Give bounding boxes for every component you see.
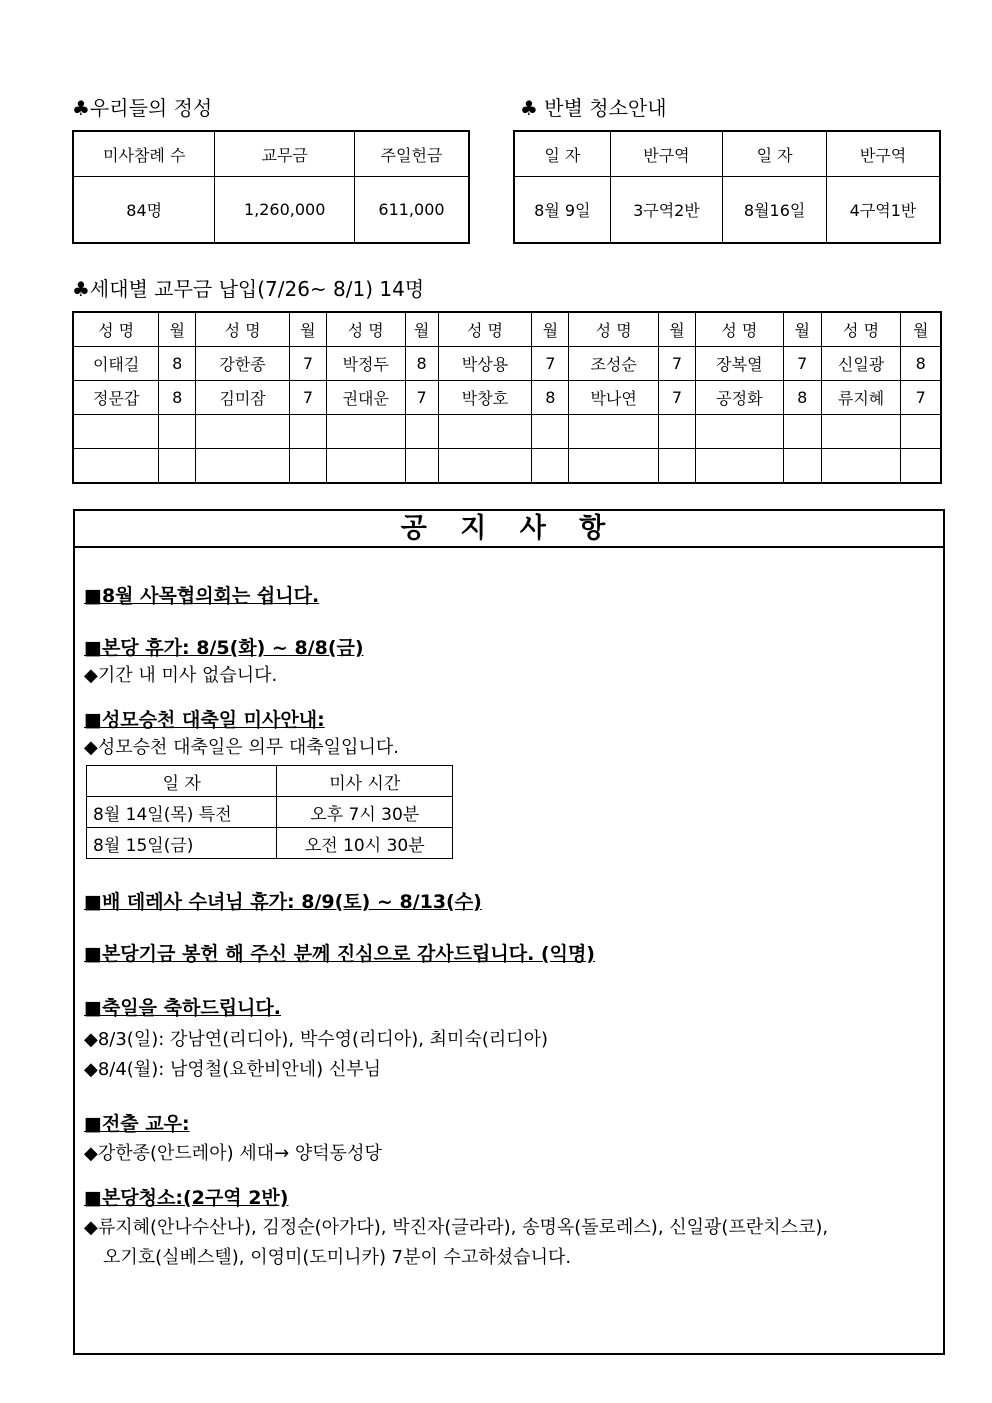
cleaning-date: 8월 9일 [514, 177, 610, 244]
dues-header-name: 성 명 [196, 312, 290, 347]
dues-month: 8 [901, 347, 941, 381]
dues-month: 7 [289, 347, 326, 381]
cleaning-title: ♣ 반별 청소안내 [520, 96, 667, 120]
notice-council-closed: ■8월 사목협의회는 쉽니다. [84, 585, 320, 607]
notice-header: 공 지 사 항 [75, 511, 943, 548]
offering-title: ♣우리들의 정성 [72, 96, 213, 120]
dues-table [72, 311, 942, 484]
dues-name: 신일광 [821, 347, 901, 381]
notice-sister-vacation: ■배 데레사 수녀님 휴가: 8/9(토) ~ 8/13(수) [84, 891, 482, 913]
dues-month: 8 [532, 381, 569, 415]
mass-time: 오전 10시 30분 [277, 828, 453, 859]
dues-header-name: 성 명 [695, 312, 783, 347]
dues-row-empty [73, 449, 941, 484]
dues-row [73, 347, 941, 381]
dues-header-name: 성 명 [326, 312, 405, 347]
notice-assumption-mass: ■성모승천 대축일 미사안내: [84, 709, 325, 731]
dues-month: 7 [289, 381, 326, 415]
notice-box [73, 509, 945, 1355]
dues-month: 7 [783, 347, 821, 381]
dues-name: 권대운 [326, 381, 405, 415]
cleaning-header-group: 반구역 [827, 131, 940, 177]
notice-transfer: ■전출 교우: [84, 1113, 190, 1135]
mass-schedule-table [86, 765, 453, 859]
dues-month: 7 [901, 381, 941, 415]
notice-parish-vacation: ■본당 휴가: 8/5(화) ~ 8/8(금) [84, 637, 364, 659]
dues-header-name: 성 명 [73, 312, 159, 347]
dues-name: 조성순 [569, 347, 659, 381]
dues-header-month: 월 [659, 312, 696, 347]
dues-header-month: 월 [783, 312, 821, 347]
dues-name: 박창호 [438, 381, 532, 415]
dues-title: ♣세대별 교무금 납입(7/26~ 8/1) 14명 [72, 277, 425, 301]
mass-date: 8월 15일(금) [87, 828, 277, 859]
dues-row [73, 381, 941, 415]
mass-header-date: 일 자 [87, 766, 277, 797]
offering-value-sunday: 611,000 [354, 177, 469, 244]
offering-value-dues: 1,260,000 [215, 177, 355, 244]
mass-header-time: 미사 시간 [277, 766, 453, 797]
dues-month: 8 [159, 347, 196, 381]
notice-feast-day-line: ◆8/4(월): 남영철(요한비안네) 신부님 [84, 1059, 382, 1080]
dues-header-name: 성 명 [821, 312, 901, 347]
mass-date: 8월 14일(목) 특전 [87, 797, 277, 828]
cleaning-group: 3구역2반 [610, 177, 723, 244]
notice-feast-day-line: ◆8/3(일): 강남연(리디아), 박수영(리디아), 최미숙(리디아) [84, 1029, 549, 1050]
offering-table [72, 130, 470, 244]
dues-row-empty [73, 415, 941, 449]
dues-month: 7 [659, 347, 696, 381]
notice-parish-vacation-detail: ◆기간 내 미사 없습니다. [84, 665, 278, 686]
dues-name: 이태길 [73, 347, 159, 381]
dues-month: 8 [159, 381, 196, 415]
offering-value-attendance: 84명 [73, 177, 215, 244]
dues-header-month: 월 [901, 312, 941, 347]
dues-header-month: 월 [405, 312, 438, 347]
dues-month: 8 [405, 347, 438, 381]
offering-header-attendance: 미사참례 수 [73, 131, 215, 177]
dues-header-month: 월 [289, 312, 326, 347]
cleaning-group: 4구역1반 [827, 177, 940, 244]
notice-assumption-detail: ◆성모승천 대축일은 의무 대축일입니다. [84, 737, 399, 758]
cleaning-header-date: 일 자 [514, 131, 610, 177]
notice-transfer-detail: ◆강한종(안드레아) 세대→ 양덕동성당 [84, 1143, 382, 1164]
dues-name: 류지혜 [821, 381, 901, 415]
dues-month: 8 [783, 381, 821, 415]
dues-header-name: 성 명 [438, 312, 532, 347]
notice-feast-day: ■축일을 축하드립니다. [84, 997, 281, 1019]
dues-name: 김미잠 [196, 381, 290, 415]
dues-name: 강한종 [196, 347, 290, 381]
dues-header-month: 월 [159, 312, 196, 347]
dues-name: 정문갑 [73, 381, 159, 415]
notice-church-cleaning-line: ◆류지혜(안나수산나), 김정순(아가다), 박진자(글라라), 송명옥(돌로레스), 신일광(프란치스코), [84, 1217, 829, 1238]
cleaning-date: 8월16일 [723, 177, 827, 244]
cleaning-header-date: 일 자 [723, 131, 827, 177]
dues-name: 장복열 [695, 347, 783, 381]
dues-month: 7 [405, 381, 438, 415]
cleaning-table [513, 130, 941, 244]
dues-name: 공정화 [695, 381, 783, 415]
mass-time: 오후 7시 30분 [277, 797, 453, 828]
dues-name: 박나연 [569, 381, 659, 415]
notice-church-cleaning: ■본당청소:(2구역 2반) [84, 1187, 289, 1209]
offering-header-sunday: 주일헌금 [354, 131, 469, 177]
dues-header-name: 성 명 [569, 312, 659, 347]
notice-donation-thanks: ■본당기금 봉헌 해 주신 분께 진심으로 감사드립니다. (익명) [84, 943, 595, 965]
dues-name: 박정두 [326, 347, 405, 381]
dues-header-month: 월 [532, 312, 569, 347]
dues-month: 7 [532, 347, 569, 381]
dues-month: 7 [659, 381, 696, 415]
offering-header-dues: 교무금 [215, 131, 355, 177]
notice-church-cleaning-line: 오기호(실베스텔), 이영미(도미니카) 7분이 수고하셨습니다. [103, 1247, 572, 1268]
cleaning-header-group: 반구역 [610, 131, 723, 177]
dues-name: 박상용 [438, 347, 532, 381]
